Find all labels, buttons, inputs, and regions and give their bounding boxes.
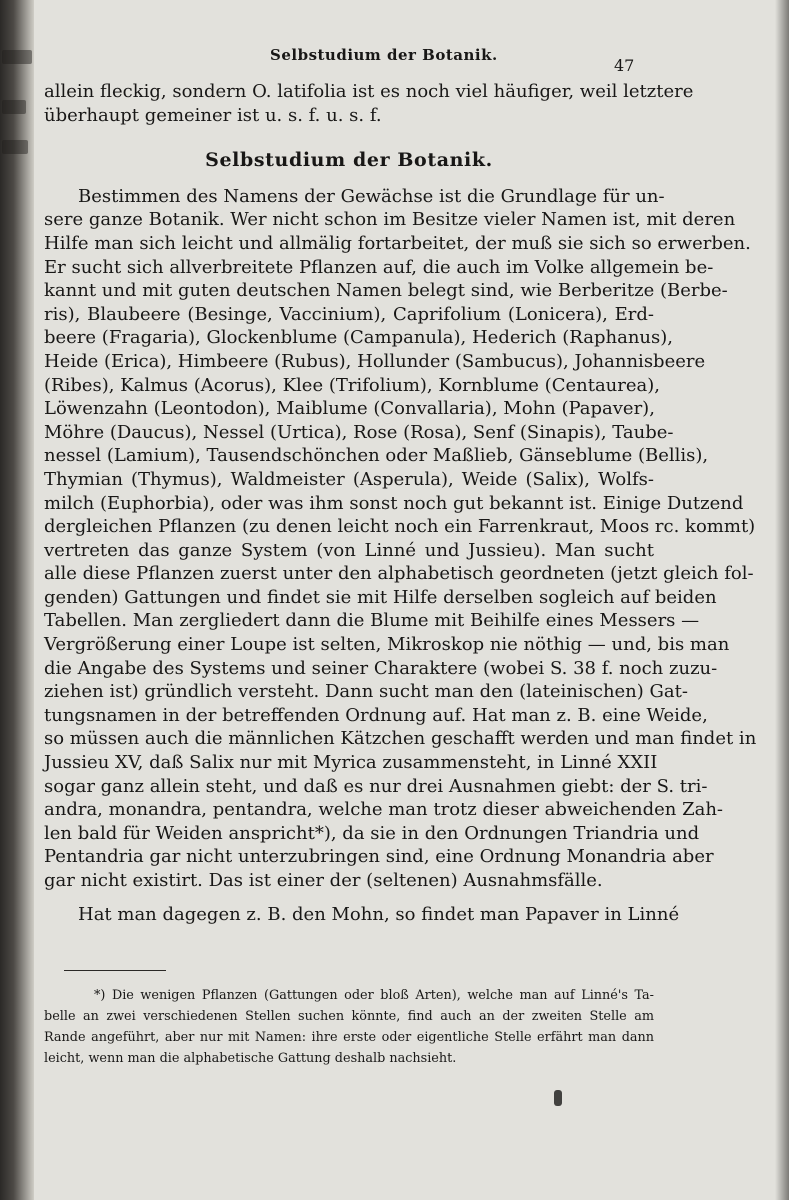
text-line: Pentandria gar nicht unterzubringen sind, eine Ordnung Monandria aber — [44, 846, 714, 868]
text-line: Heide (Erica), Himbeere (Rubus), Hollunder (Sambucus), Johannisbeere — [44, 350, 706, 372]
page-number: 47 — [614, 56, 635, 75]
text-line: genden) Gattungen und findet sie mit Hilfe derselben sogleich auf beiden — [44, 586, 717, 608]
text-line: beere (Fragaria), Glockenblume (Campanula), Hederich (Raphanus), — [44, 327, 673, 349]
text-line: Er sucht sich allverbreitete Pflanzen auf, die auch im Volke allgemein be- — [44, 256, 714, 278]
text-line: andra, monandra, pentandra, welche man trotz dieser abweichenden Zah- — [44, 799, 724, 821]
footnote-line: leicht, wenn man die alphabetische Gattung deshalb nachsieht. — [44, 1051, 457, 1066]
book-page — [34, 0, 775, 1200]
text-line: len bald für Weiden anspricht*), da sie in den Ordnungen Triandria und — [44, 822, 700, 844]
footnote-line: *) Die wenigen Pflanzen (Gattungen oder bloß Arten), welche man auf Linné's Ta- — [94, 988, 654, 1003]
text-line: Jussieu XV, daß Salix nur mit Myrica zusammensteht, in Linné XXII — [44, 752, 658, 774]
text-line: tungsnamen in der betreffenden Ordnung auf. Hat man z. B. eine Weide, — [44, 704, 708, 726]
text-line: ris), Blaubeere (Besinge, Vaccinium), Caprifolium (Lonicera), Erd- — [44, 303, 654, 325]
running-title: Selbstudium der Botanik. — [270, 46, 498, 64]
ink-blot — [554, 1090, 562, 1106]
text-line: ziehen ist) gründlich versteht. Dann sucht man den (lateinischen) Gat- — [44, 681, 688, 703]
text-line: Hat man dagegen z. B. den Mohn, so findet man Papaver in Linné — [78, 903, 680, 925]
text-line: dergleichen Pflanzen (zu denen leicht noch ein Farrenkraut, Moos rc. kommt) — [44, 516, 756, 538]
text-line: milch (Euphorbia), oder was ihm sonst noch gut bekannt ist. Einige Dutzend — [44, 492, 744, 514]
text-line: Bestimmen des Namens der Gewächse ist die Grundlage für un- — [78, 185, 665, 207]
text-line: so müssen auch die männlichen Kätzchen geschafft werden und man findet in — [44, 728, 757, 750]
gutter-shadow-mark — [2, 140, 28, 154]
text-line: Löwenzahn (Leontodon), Maiblume (Convallaria), Mohn (Papaver), — [44, 398, 655, 420]
page-header — [34, 44, 775, 75]
text-line: sogar ganz allein steht, und daß es nur drei Ausnahmen giebt: der S. tri- — [44, 775, 708, 797]
text-line: Vergrößerung einer Loupe ist selten, Mikroskop nie nöthig — und, bis man — [44, 634, 730, 656]
text-line: überhaupt gemeiner ist u. s. f. u. s. f. — [44, 104, 382, 126]
text-line: allein fleckig, sondern O. latifolia ist es noch viel häufiger, weil letztere — [44, 81, 694, 102]
text-line: Tabellen. Man zergliedert dann die Blume mit Beihilfe eines Messers — — [44, 610, 700, 632]
text-line: sere ganze Botanik. Wer nicht schon im Besitze vieler Namen ist, mit deren — [44, 209, 736, 231]
text-line: kannt und mit guten deutschen Namen belegt sind, wie Berberitze (Berbe- — [44, 280, 728, 302]
footnote-divider — [64, 970, 166, 971]
gutter-shadow-mark — [2, 50, 32, 64]
text-line: Thymian (Thymus), Waldmeister (Asperula), Weide (Salix), Wolfs- — [44, 468, 654, 490]
section-heading: Selbstudium der Botanik. — [205, 149, 493, 172]
page-edge-shadow — [775, 0, 789, 1200]
text-line: (Ribes), Kalmus (Acorus), Klee (Trifolium), Kornblume (Centaurea), — [44, 374, 661, 396]
text-line: alle diese Pflanzen zuerst unter den alphabetisch geordneten (jetzt gleich fol- — [44, 563, 754, 585]
body-text — [44, 80, 757, 926]
text-line: Hilfe man sich leicht und allmälig fortarbeitet, der muß sie sich so erwerben. — [44, 232, 751, 254]
text-line: gar nicht existirt. Das ist einer der (seltenen) Ausnahmsfälle. — [44, 870, 603, 891]
text-line: Möhre (Daucus), Nessel (Urtica), Rose (Rosa), Senf (Sinapis), Taube- — [44, 421, 674, 443]
footnote-line: belle an zwei verschiedenen Stellen suchen könnte, find auch an der zweiten Stelle am — [44, 1009, 654, 1024]
footnote-line: Rande angeführt, aber nur mit Namen: ihre erste oder eigentliche Stelle erfährt man dann — [44, 1030, 654, 1045]
footnote-block — [44, 985, 654, 1069]
gutter-shadow-mark — [2, 100, 26, 114]
text-line: nessel (Lamium), Tausendschönchen oder Maßlieb, Gänseblume (Bellis), — [44, 445, 709, 467]
text-line: vertreten das ganze System (von Linné und Jussieu). Man sucht — [44, 539, 654, 561]
book-gutter — [0, 0, 34, 1200]
text-line: die Angabe des Systems und seiner Charaktere (wobei S. 38 f. noch zuzu- — [44, 657, 718, 679]
